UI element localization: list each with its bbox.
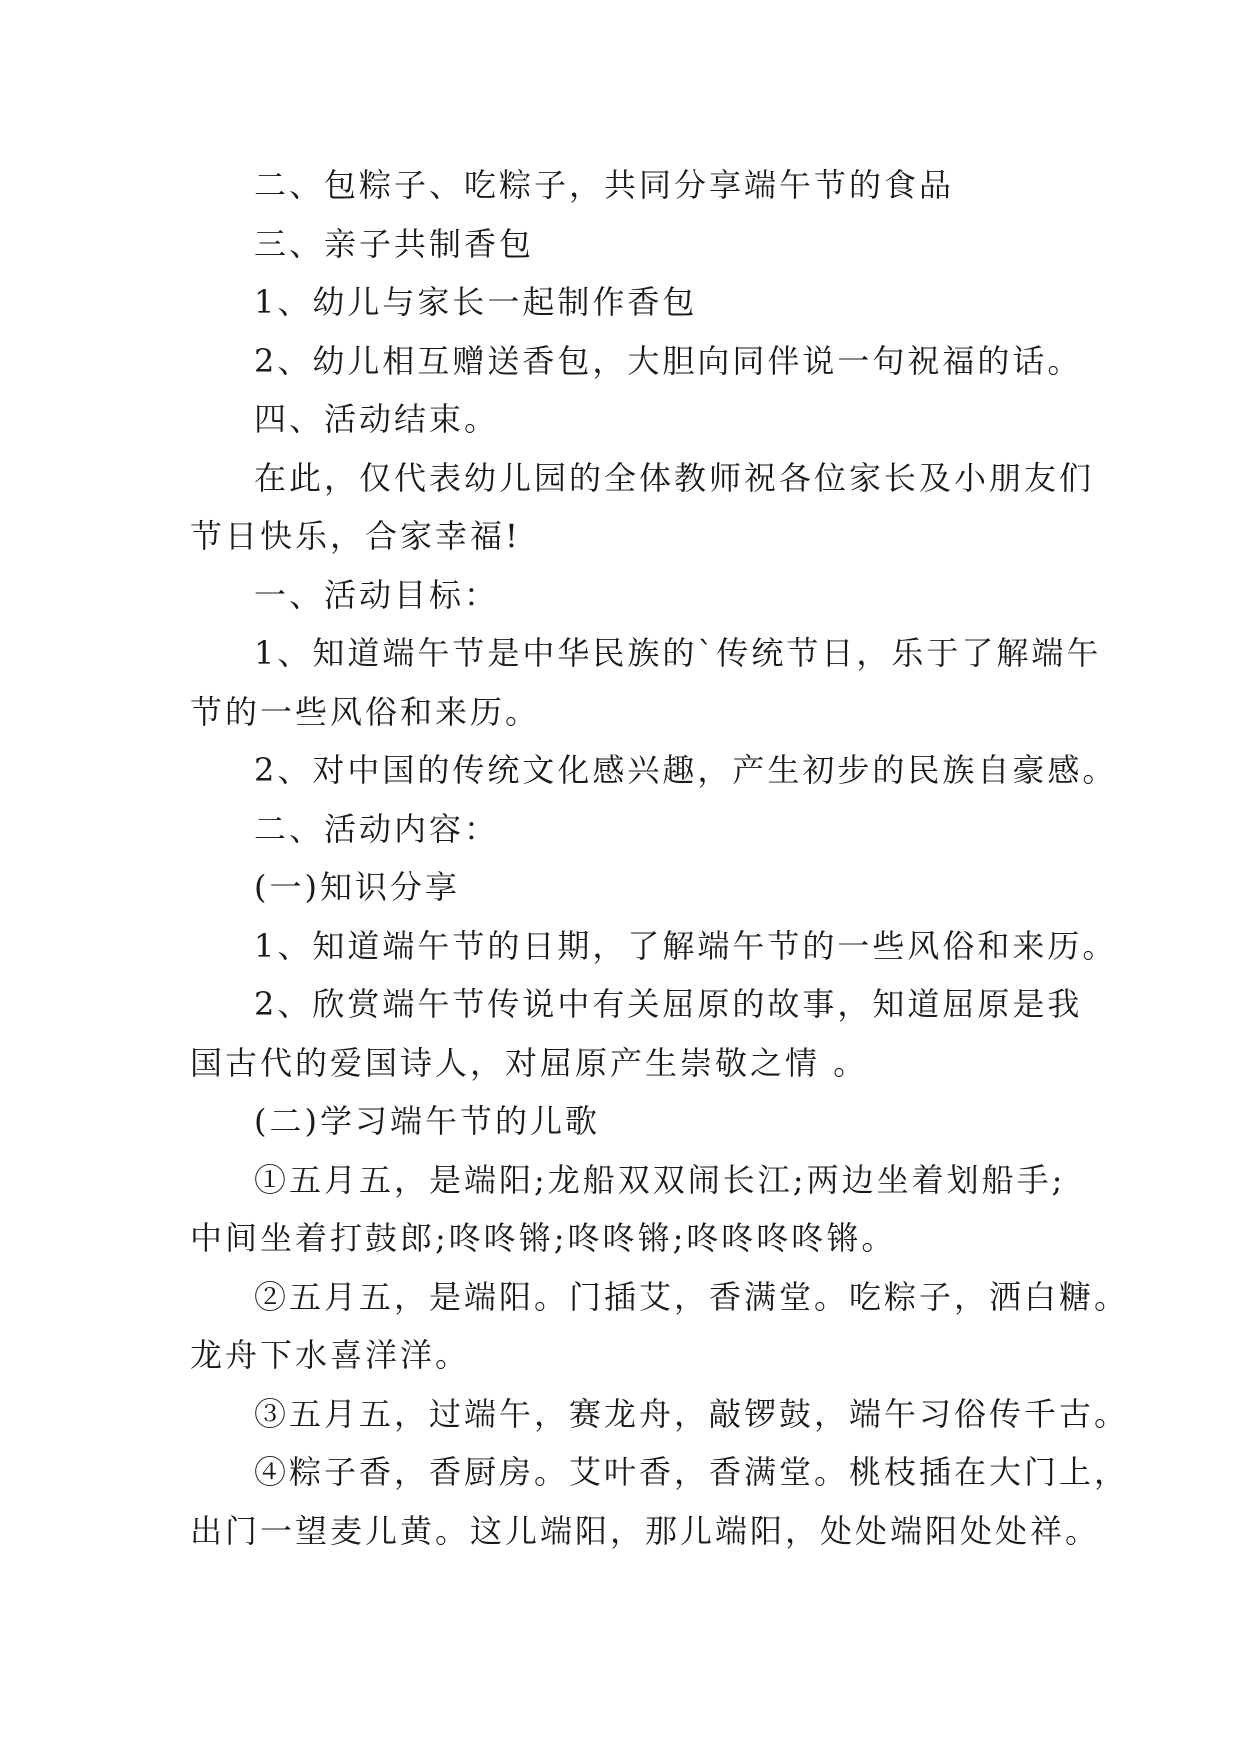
rhyme-line: 中间坐着打鼓郎;咚咚锵;咚咚锵;咚咚咚咚锵。	[190, 1219, 897, 1257]
text-line: 在此，仅代表幼儿园的全体教师祝各位家长及小朋友们	[254, 458, 1095, 497]
section-heading: 二、活动内容：	[254, 809, 500, 848]
text-line: 2、对中国的传统文化感兴趣，产生初步的民族自豪感。	[254, 751, 1118, 789]
text-line: 1、知道端午节的日期，了解端午节的一些风俗和来历。	[254, 926, 1118, 965]
document-body	[190, 156, 1130, 1560]
rhyme-line: ③五月五，过端午，赛龙舟，敲锣鼓，端午习俗传千古。	[254, 1394, 1130, 1433]
rhyme-line: ④粽子香，香厨房。艾叶香，香满堂。桃枝插在大门上，	[254, 1453, 1130, 1491]
text-line: 国古代的爱国诗人，对屈原产生崇敬之情 。	[190, 1043, 869, 1082]
text-line: 三、亲子共制香包	[254, 224, 535, 263]
rhyme-line: ②五月五，是端阳。门插艾，香满堂。吃粽子，洒白糖。	[254, 1277, 1130, 1316]
text-line: 1、知道端午节是中华民族的`传统节日，乐于了解端午	[254, 634, 1102, 672]
rhyme-line: 龙舟下水喜洋洋。	[190, 1336, 471, 1374]
text-line: 二、包粽子、吃粽子，共同分享端午节的食品	[254, 166, 955, 204]
text-line: 节的一些风俗和来历。	[190, 692, 541, 731]
text-line: 1、幼儿与家长一起制作香包	[254, 283, 698, 321]
text-line: 2、欣赏端午节传说中有关屈原的故事，知道屈原是我	[254, 985, 1083, 1023]
text-line: 2、幼儿相互赠送香包，大胆向同伴说一句祝福的话。	[254, 341, 1083, 380]
subsection-heading: (一)知识分享	[254, 868, 460, 906]
subsection-heading: (二)学习端午节的儿歌	[254, 1102, 600, 1140]
text-line: 节日快乐，合家幸福!	[190, 517, 521, 555]
rhyme-line: ①五月五，是端阳;龙船双双闹长江;两边坐着划船手;	[254, 1160, 1066, 1199]
section-heading: 一、活动目标：	[254, 575, 500, 614]
rhyme-line: 出门一望麦儿黄。这儿端阳，那儿端阳，处处端阳处处祥。	[190, 1511, 1101, 1550]
text-line: 四、活动结束。	[254, 400, 500, 438]
